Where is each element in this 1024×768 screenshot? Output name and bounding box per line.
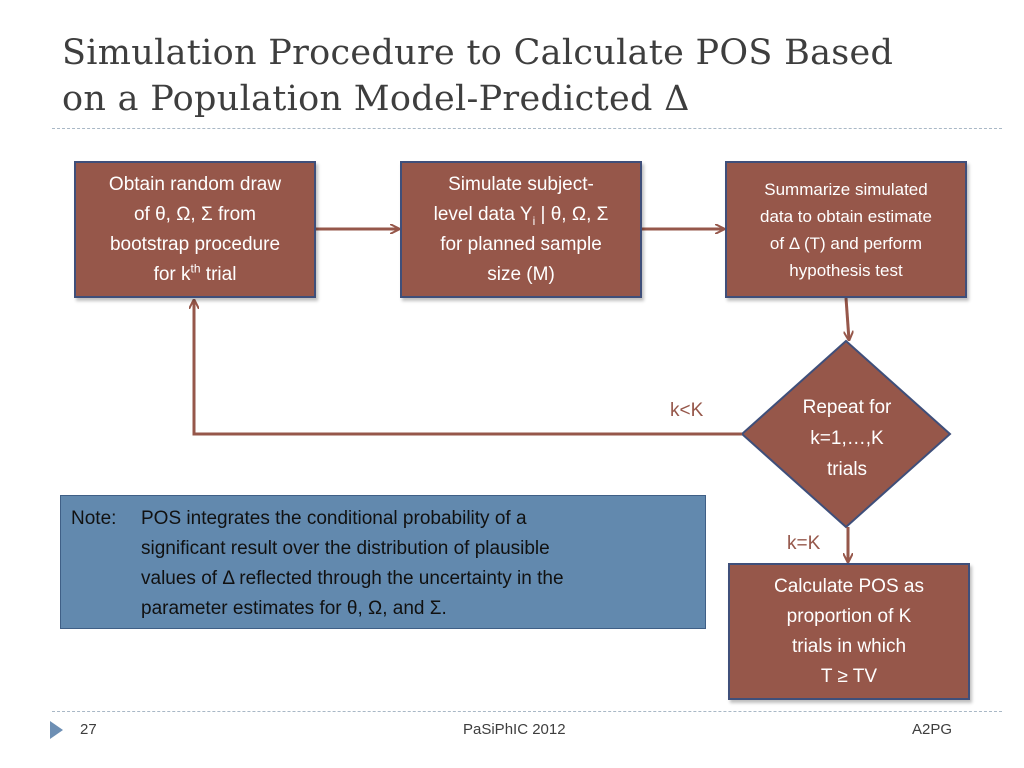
simulate-data-line-2-a: level data Y — [433, 203, 533, 225]
bootstrap-draw-line-4-a: for k — [153, 263, 191, 285]
calculate-pos-line-2: proportion of K — [786, 605, 912, 627]
arrow-summarize-to-decision — [846, 298, 849, 340]
calculate-pos-line-4: T ≥ TV — [820, 665, 878, 687]
footer-conference: PaSiPhIC 2012 — [463, 721, 566, 738]
bootstrap-draw-line-1: Obtain random draw — [108, 173, 282, 195]
slide-title-line-2: on a Population Model-Predicted Δ — [62, 79, 690, 119]
note-line-4: parameter estimates for θ, Ω, and Σ. — [141, 598, 447, 619]
simulate-data-line-4: size (M) — [487, 263, 555, 285]
bootstrap-draw-line-2: of θ, Ω, Σ from — [133, 203, 257, 225]
exit-condition-label: k=K — [787, 533, 821, 554]
bootstrap-draw-line-4-b: trial — [200, 263, 237, 285]
calculate-pos-box — [728, 563, 970, 700]
arrow-loop-back — [194, 300, 742, 434]
loop-condition-label: k<K — [670, 400, 704, 421]
footer-arrow-icon — [50, 721, 63, 739]
note-line-1: POS integrates the conditional probability of a — [141, 508, 527, 529]
simulate-data-subscript: i — [532, 213, 536, 228]
note-body — [141, 504, 695, 620]
summarize-line-2: data to obtain estimate — [759, 206, 932, 226]
bootstrap-draw-line-4 — [109, 260, 281, 290]
decision-line-1: Repeat for — [802, 397, 892, 418]
decision-label — [770, 392, 924, 485]
bootstrap-draw-line-3: bootstrap procedure — [109, 233, 281, 255]
slide-number: 27 — [80, 721, 97, 738]
simulate-data-box — [400, 161, 642, 298]
decision-line-2: k=1,…,K — [810, 428, 884, 449]
note-line-2: significant result over the distribution of plausible — [141, 538, 550, 559]
summarize-line-1: Summarize simulated — [764, 179, 928, 199]
footer-organization: A2PG — [912, 721, 953, 738]
bootstrap-draw-box — [74, 161, 316, 298]
footer-divider — [52, 711, 1002, 712]
simulate-data-line-3: for planned sample — [440, 233, 602, 255]
slide-title-line-1: Simulation Procedure to Calculate POS Based — [62, 33, 894, 73]
calculate-pos-line-3: trials in which — [791, 635, 907, 657]
summarize-line-4: hypothesis test — [789, 260, 903, 280]
summarize-box — [725, 161, 967, 298]
note-label: Note: — [71, 508, 117, 529]
note-box — [60, 495, 706, 629]
note-line-3: values of Δ reflected through the uncertainty in the — [141, 568, 564, 589]
simulate-data-line-2 — [434, 200, 609, 230]
decision-line-3: trials — [826, 459, 868, 480]
summarize-line-3: of Δ (T) and perform — [769, 233, 923, 253]
simulate-data-line-2-b: | θ, Ω, Σ — [535, 203, 609, 225]
bootstrap-draw-superscript: th — [190, 261, 201, 276]
calculate-pos-line-1: Calculate POS as — [774, 575, 924, 597]
simulate-data-line-1: Simulate subject- — [448, 173, 594, 195]
